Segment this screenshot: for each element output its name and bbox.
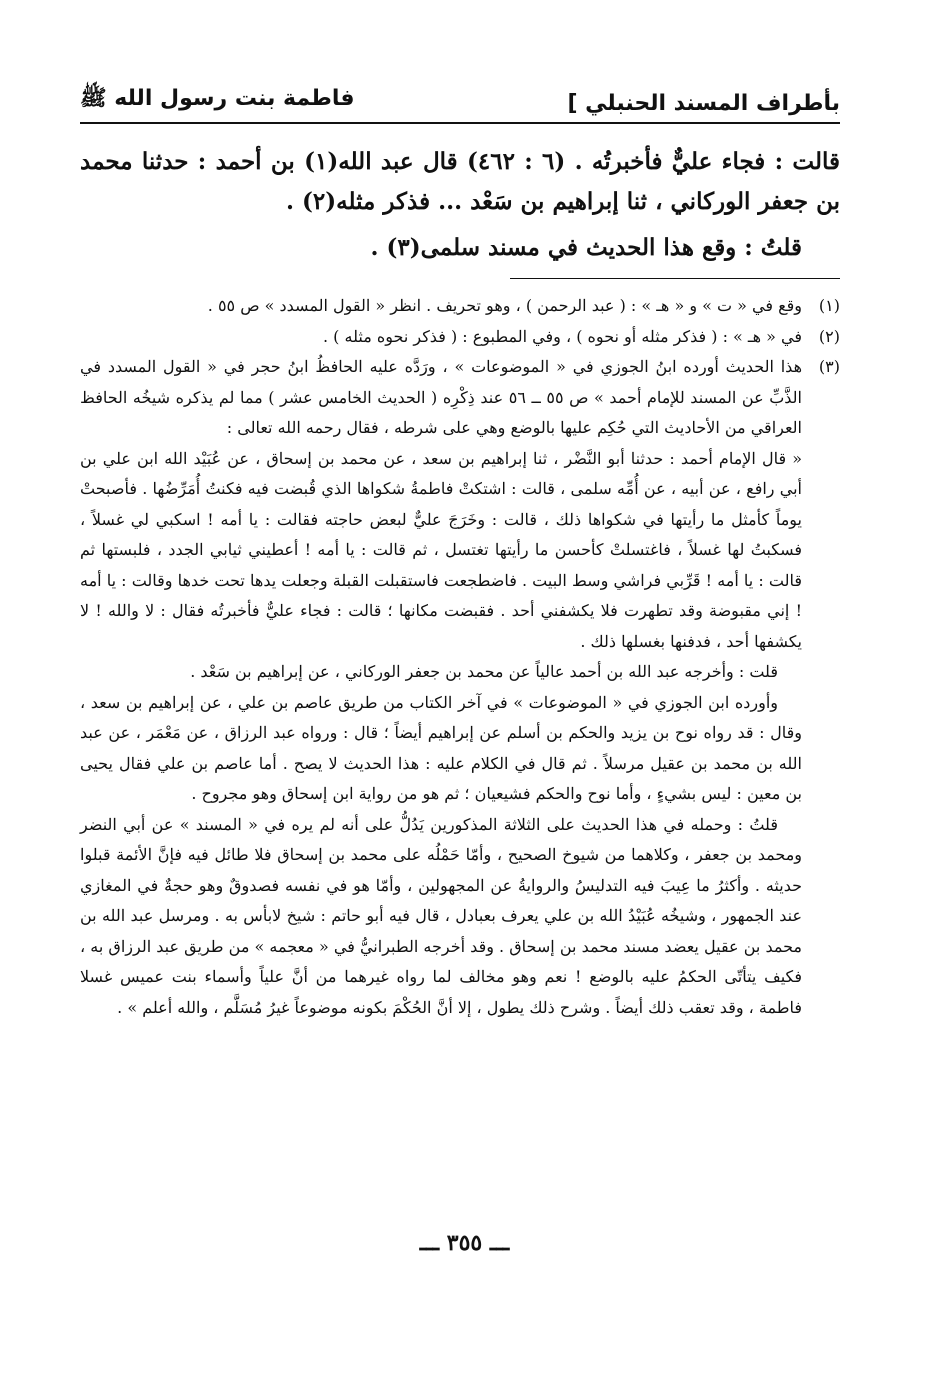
footnote-paragraph: وأورده ابن الجوزي في « الموضوعات » في آخر الكتاب من طريق عاصم بن علي ، عن إبراهيم بن سعد ، وقال : قد رواه نوح بن يزيد والحكم بن أسلم عن إبراهيم أيضاً ؛ قال : ورواه عبد الرزاق ، عن مَعْمَر ، عن عبد الله بن محمد بن عقيل مرسلاً . ثم قال في الكلام عليه : هذا الحديث لا يصح . أما عاصم بن علي فقال يحيى بن معين : ليس بشيءٍ ، وأما نوح والحكم فشيعيان ؛ ثم هو من رواية ابن إسحاق وهو مجروح . xyxy=(80,692,802,803)
footnote-1 xyxy=(80,291,840,322)
page xyxy=(80,60,840,1023)
footnote-body xyxy=(80,291,802,322)
footnote-number: (٣) xyxy=(818,357,840,376)
main-paragraph-2: قلتُ : وقع هذا الحديث في مسند سلمى(٣) . xyxy=(370,234,802,261)
footnote-quote-paragraph: « قال الإمام أحمد : حدثنا أبو النَّضْر ، ثنا إبراهيم بن سعد ، عن محمد بن إسحاق ، عن عُبَيْد الله ابن علي بن أبي رافع ، عن أبيه ، عن أُمِّه سلمى ، قالت : اشتكتْ فاطمةُ شكواها الذي قُبضت فيه فكنتُ أُمَرِّضُها . فأصبحتْ يوماً كأمثل ما رأيتها في شكواها ذلك ، قالت : وخَرَجَ عليٌّ لبعض حاجته فقالت : يا أمه ! اسكبي لي غسلاً ، فسكبتُ لها غسلاً ، فاغتسلتْ كأحسن ما رأيتها تغتسل ، ثم قالت : يا أمه ! أعطيني ثيابي الجدد ، فلبستها ثم قالت : يا أمه ! قَرِّبي فراشي وسط البيت . فاضطجعت فاستقبلت القبلة وجعلت يدها تحت خدها وقالت : يا أمه ! إني مقبوضة وقد تطهرت فلا يكشفني أحد . فقبضت مكانها ؛ قالت : فجاء عليٌّ فأخبرتُه فقال : لا والله ! لا يكشفها أحد ، فدفنها بغسلها ذلك . xyxy=(80,448,803,651)
footnotes xyxy=(80,291,840,1023)
header-book-title: بأطراف المسند الحنبلي ] xyxy=(567,91,840,116)
footnote-paragraph: هذا الحديث أورده ابنُ الجوزي في « الموضوعات » ، ورَدَّه عليه الحافظُ ابنُ حجر في « القول المسدد في الذَّبِّ عن المسند للإمام أحمد » ص ٥٥ ــ ٥٦ عند ذِكْرِه ( الحديث الخامس عشر ) مما لم يذكره شيخُه الحافظ العراقي من الأحاديث التي حُكِم عليها بالوضع وهي على شرطه ، فقال رحمه الله تعالى : xyxy=(80,357,803,437)
footnote-separator xyxy=(510,278,840,279)
footnote-paragraph: وقع في « ت » و « هـ » : ( عبد الرحمن ) ، وهو تحريف . انظر « القول المسدد » ص ٥٥ . xyxy=(207,296,802,315)
header-chapter-title: فاطمة بنت رسول الله ﷺ xyxy=(80,86,355,111)
footnote-number: (١) xyxy=(818,296,840,315)
footnote-number: (٢) xyxy=(818,326,840,346)
footnote-paragraph: قلت : وأخرجه عبد الله بن أحمد عالياً عن محمد بن جعفر الوركاني ، عن إبراهيم بن سَعْد . xyxy=(190,662,778,681)
footnote-body xyxy=(80,352,802,1023)
running-head xyxy=(80,60,840,124)
footnote-paragraph: في « هـ » : ( فذكر مثله أو نحوه ) ، وفي المطبوع : ( فذكر نحوه مثله ) . xyxy=(322,326,802,346)
footnote-2 xyxy=(80,322,840,353)
page-number: ـــ ٣٥٥ ـــ xyxy=(419,1230,510,1256)
main-text xyxy=(80,142,840,268)
footnote-paragraph: قلتُ : وحمله في هذا الحديث على الثلاثة المذكورين يَدُلُّ على أنه لم يره في « المسند » عن أبي النضر ومحمد بن جعفر ، وكلاهما من شيوخ الصحيح ، وأمّا حَمْلُه على محمد بن إسحاق فلا طائل فيه فإنَّ الأئمة قبلوا حديثه . وأكثرُ ما عِيبَ فيه التدليسُ والروايةُ عن المجهولين ، وأمّا هو في نفسه فصدوقٌ وهو حجةٌ في المغازي عند الجمهور ، وشيخُه عُبَيْدُ الله بن علي يعرف بعبادل ، قال فيه أبو حاتم : شيخ لابأس به . ومرسل عبد الله بن محمد بن عقيل يعضد مسند محمد بن إسحاق . وقد أخرجه الطبرانيُّ في « معجمه » من طريق عبد الرزاق به ، فكيف يتأتّى الحكمُ عليه بالوضع ! نعم وهو مخالف لما رواه غيرهما من أنَّ علياً وأسماء بنت عميس غسلا فاطمة ، وقد تعقب ذلك أيضاً . وشرح ذلك يطول ، إلا أنَّ الحُكْمَ بكونه موضوعاً غيرُ مُسَلَّم ، والله أعلم » . xyxy=(80,814,803,1017)
main-paragraph-1: قالت : فجاء عليٌّ فأخبرتُه . (٦ : ٤٦٢) قال عبد الله(١) بن أحمد : حدثنا محمد بن جعفر الوركاني ، ثنا إبراهيم بن سَعْد ... فذكر مثله(٢) . xyxy=(80,148,840,215)
footnote-body xyxy=(80,322,802,353)
footnote-3 xyxy=(80,352,840,1023)
